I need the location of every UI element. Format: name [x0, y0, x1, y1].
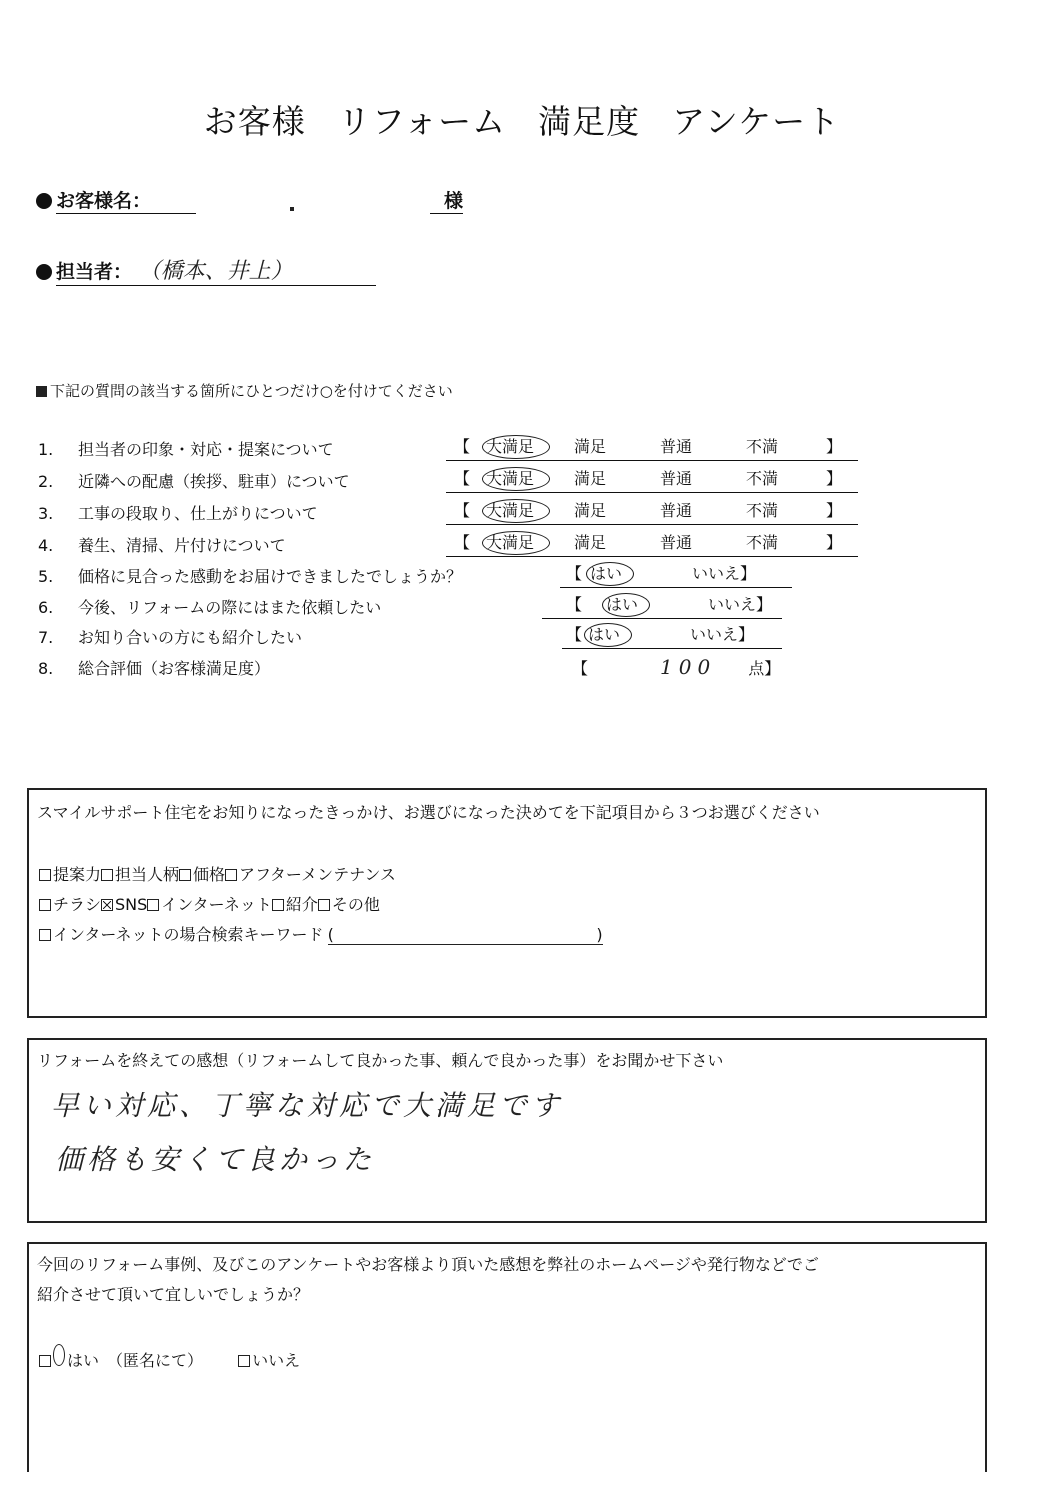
question-5 [38, 565, 462, 589]
option[interactable]: 普通 [660, 469, 693, 488]
yesno-options-q6: 【 はい いいえ】 [542, 594, 782, 619]
question-1 [38, 438, 334, 462]
keyword-label: インターネットの場合検索キーワード [53, 925, 324, 944]
option-price[interactable]: 価格 [179, 865, 225, 884]
question-text: 養生、清掃、片付けについて [78, 536, 286, 555]
option[interactable]: いいえ [707, 595, 756, 614]
option[interactable]: 普通 [660, 501, 693, 520]
rating-options-q3: 【 大満足 満足 普通 不満 】 [446, 500, 858, 525]
checkbox[interactable] [39, 899, 51, 911]
publish-prompt-line-2: 紹介させて頂いて宜しいでしょうか？ [37, 1285, 310, 1304]
option-after-maintenance[interactable]: アフターメンテナンス [225, 865, 396, 884]
option-selected[interactable]: はい [584, 623, 632, 647]
option-other[interactable]: その他 [318, 895, 380, 914]
question-text: 工事の段取り、仕上がりについて [78, 504, 318, 523]
scan-dot [290, 207, 294, 211]
question-text: お知り合いの方にも紹介したい [78, 628, 303, 647]
checkbox-checked[interactable] [101, 899, 113, 911]
option-sns[interactable]: SNS [101, 895, 147, 914]
instruction [36, 380, 453, 401]
option[interactable]: 満足 [574, 469, 607, 488]
question-number: 1. [38, 440, 54, 459]
checkbox[interactable] [179, 869, 191, 881]
question-text: 総合評価（お客様満足度） [78, 659, 271, 678]
instruction-text: 下記の質問の該当する箇所にひとつだけ○を付けてください [50, 382, 453, 400]
bullet-icon [36, 193, 52, 209]
question-6 [38, 596, 381, 620]
checkbox[interactable] [238, 1355, 250, 1367]
rating-options-q1: 【 大満足 満足 普通 不満 】 [446, 436, 858, 461]
customer-name-field [36, 186, 196, 214]
source-options-row-2 [39, 892, 380, 915]
option[interactable]: 不満 [746, 501, 779, 520]
option-selected[interactable]: はい [602, 593, 650, 617]
impression-line-2[interactable]: 価格も安くて良かった [55, 1143, 376, 1176]
option-yes-anonymous[interactable]: はい （匿名にて） [39, 1351, 203, 1370]
publish-options [39, 1344, 300, 1371]
customer-suffix [430, 186, 463, 214]
option-selected[interactable]: はい [586, 562, 634, 586]
keyword-row [39, 922, 603, 945]
option[interactable]: 満足 [574, 533, 607, 552]
question-2 [38, 470, 350, 494]
square-bullet-icon [36, 386, 47, 397]
option-no[interactable]: いいえ [238, 1351, 300, 1370]
question-7 [38, 626, 302, 650]
option-selected[interactable]: 大満足 [482, 499, 550, 523]
source-options-row-1 [39, 862, 396, 885]
checkbox[interactable] [272, 899, 284, 911]
question-number: 7. [38, 628, 54, 647]
checkbox[interactable] [225, 869, 237, 881]
staff-field [36, 254, 376, 286]
checkbox[interactable] [39, 869, 51, 881]
title-part: リフォーム [337, 102, 507, 141]
publish-box [27, 1242, 987, 1472]
score-unit: 点 [748, 659, 765, 678]
question-text: 価格に見合った感動をお届けできましたでしょうか？ [78, 567, 463, 586]
checkbox[interactable] [318, 899, 330, 911]
honorific-suffix: 様 [430, 186, 463, 214]
option[interactable]: 不満 [746, 469, 779, 488]
checkbox[interactable] [39, 1355, 51, 1367]
customer-name-label: お客様名： [56, 186, 196, 214]
title-part: アンケート [672, 102, 841, 141]
option[interactable]: 普通 [660, 437, 693, 456]
staff-label: 担当者： [56, 261, 133, 283]
yesno-options-q7: 【 はい いいえ】 [562, 624, 782, 649]
option[interactable]: 不満 [746, 437, 779, 456]
rating-options-q4: 【 大満足 満足 普通 不満 】 [446, 532, 858, 557]
option-selected[interactable]: 大満足 [482, 435, 550, 459]
option-proposal[interactable]: 提案力 [39, 865, 101, 884]
question-number: 3. [38, 504, 54, 523]
question-number: 4. [38, 536, 54, 555]
option[interactable]: 満足 [574, 437, 607, 456]
question-8 [38, 657, 270, 681]
question-3 [38, 502, 318, 526]
staff-value[interactable]: （橋本、井上） [138, 259, 293, 284]
option-flyer[interactable]: チラシ [39, 895, 101, 914]
option[interactable]: いいえ [691, 564, 740, 583]
option[interactable]: 不満 [746, 533, 779, 552]
bullet-icon [36, 264, 52, 280]
question-number: 6. [38, 598, 54, 617]
publish-prompt-line-1: 今回のリフォーム事例、及びこのアンケートやお客様より頂いた感想を弊社のホームページや発行物などでご [37, 1255, 819, 1274]
option-internet[interactable]: インターネット [147, 895, 272, 914]
score-field: 【 100 点】 [572, 655, 781, 679]
option-selected[interactable]: 大満足 [482, 531, 550, 555]
checkbox[interactable] [147, 899, 159, 911]
title-part: お客様 [203, 102, 306, 141]
checkbox[interactable] [39, 929, 51, 941]
checkbox[interactable] [101, 869, 113, 881]
question-text: 近隣への配慮（挨拶、駐車）について [78, 472, 350, 491]
source-prompt: スマイルサポート住宅をお知りになったきっかけ、お選びになった決めてを下記項目から３つお選びください [37, 803, 820, 822]
question-4 [38, 534, 286, 558]
option-staff-personality[interactable]: 担当人柄 [101, 865, 179, 884]
question-text: 担当者の印象・対応・提案について [78, 440, 334, 459]
handwritten-circle-mark [53, 1344, 65, 1366]
impression-prompt: リフォームを終えての感想（リフォームして良かった事、頼んで良かった事）をお聞かせ下さい [37, 1051, 724, 1070]
option[interactable]: いいえ [689, 625, 738, 644]
source-box [27, 788, 987, 1018]
option-referral[interactable]: 紹介 [272, 895, 318, 914]
impression-box [27, 1038, 987, 1223]
impression-line-1[interactable]: 早い対応、丁寧な対応で大満足です [51, 1089, 564, 1122]
yesno-options-q5: 【 はい いいえ】 [560, 563, 792, 588]
title-part: 満足度 [538, 102, 641, 141]
option-selected[interactable]: 大満足 [482, 467, 550, 491]
question-text: 今後、リフォームの際にはまた依頼したい [78, 598, 382, 617]
survey-title [0, 96, 1044, 143]
question-number: 8. [38, 659, 54, 678]
question-number: 5. [38, 567, 54, 586]
question-number: 2. [38, 472, 54, 491]
score-value[interactable]: 100 [660, 655, 717, 679]
option[interactable]: 満足 [574, 501, 607, 520]
rating-options-q2: 【 大満足 満足 普通 不満 】 [446, 468, 858, 493]
keyword-input[interactable]: ( ) [327, 925, 603, 944]
option[interactable]: 普通 [660, 533, 693, 552]
